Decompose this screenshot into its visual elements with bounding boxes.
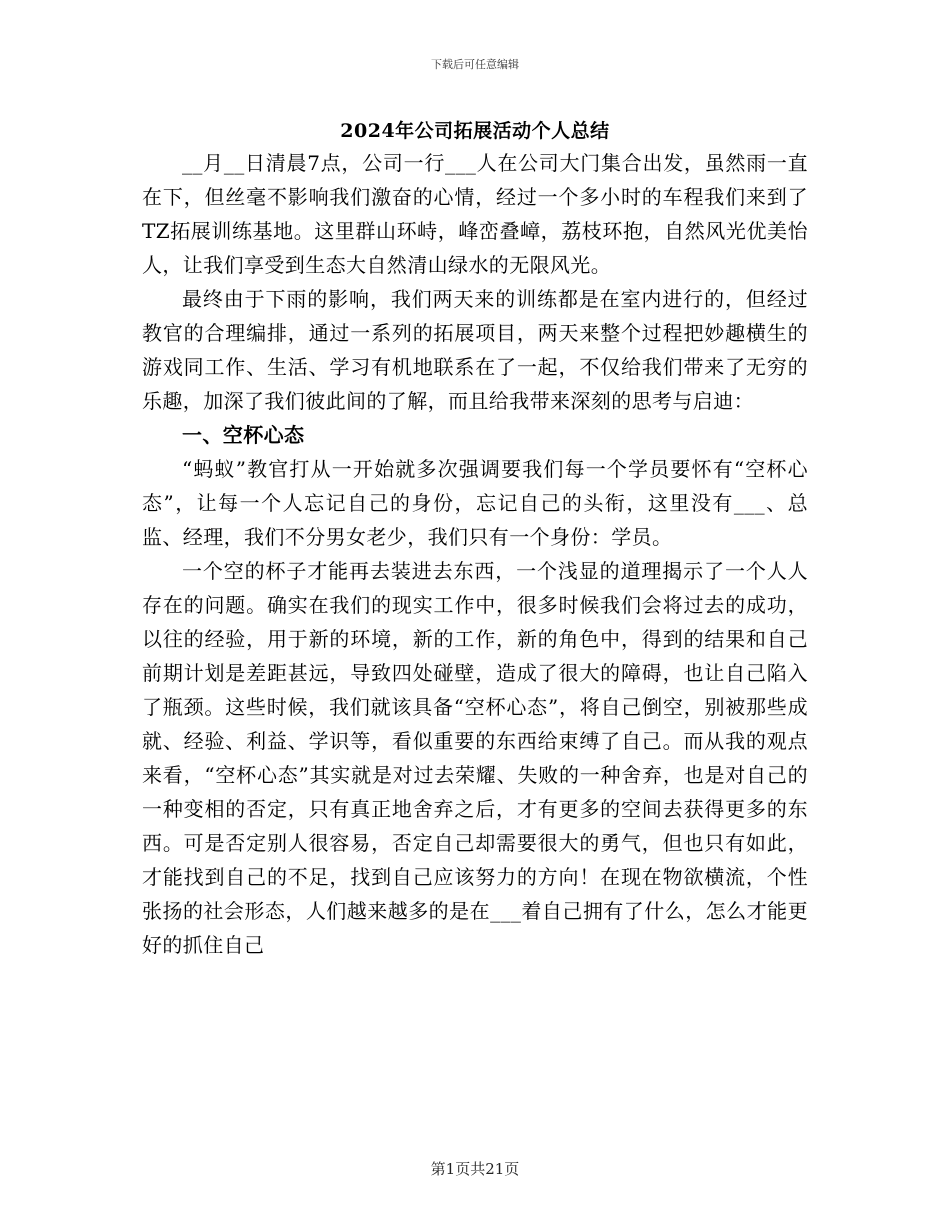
paragraph-training: 最终由于下雨的影响，我们两天来的训练都是在室内进行的，但经过教官的合理编排，通过一系列的拓展项目，两天来整个过程把妙趣横生的游戏同工作、生活、学习有机地联系在了一起，不仅给我们带来了无穷的乐趣，加深了我们彼此间的了解，而且给我带来深刻的思考与启迪： bbox=[142, 287, 808, 413]
paragraph-intro: __月__日清晨7点，公司一行___人在公司大门集合出发，虽然雨一直在下，但丝毫不影响我们激奋的心情，经过一个多小时的车程我们来到了TZ拓展训练基地。这里群山环峙，峰峦叠嶂，荔枝环抱，自然风光优美怡人，让我们享受到生态大自然清山绿水的无限风光。 bbox=[142, 151, 808, 277]
page-number-footer: 第1页共21页 bbox=[430, 1160, 520, 1178]
header-note: 下载后可任意编辑 bbox=[431, 58, 519, 71]
paragraph-instructor: “蚂蚁”教官打从一开始就多次强调要我们每一个学员要怀有“空杯心态”，让每一个人忘记自己的身份，忘记自己的头衔，这里没有___、总监、经理，我们不分男女老少，我们只有一个身份：学员。 bbox=[142, 457, 808, 549]
section-heading-empty-cup: 一、空杯心态 bbox=[182, 423, 305, 447]
document-body bbox=[142, 146, 808, 962]
document-title: 2024年公司拓展活动个人总结 bbox=[340, 120, 610, 142]
paragraph-empty-cup: 一个空的杯子才能再去装进去东西，一个浅显的道理揭示了一个人人存在的问题。确实在我们的现实工作中，很多时候我们会将过去的成功，以往的经验，用于新的环境，新的工作，新的角色中，得到的结果和自己前期计划是差距甚远，导致四处碰壁，造成了很大的障碍，也让自己陷入了瓶颈。这些时候，我们就该具备“空杯心态”，将自己倒空，别被那些成就、经验、利益、学识等，看似重要的东西给束缚了自己。而从我的观点来看，“空杯心态”其实就是对过去荣耀、失败的一种舍弃，也是对自己的一种变相的否定，只有真正地舍弃之后，才有更多的空间去获得更多的东西。可是否定别人很容易，否定自己却需要很大的勇气，但也只有如此，才能找到自己的不足，找到自己应该努力的方向！在现在物欲横流，个性张扬的社会形态，人们越来越多的是在___着自己拥有了什么，怎么才能更好的抓住自己 bbox=[142, 559, 808, 957]
